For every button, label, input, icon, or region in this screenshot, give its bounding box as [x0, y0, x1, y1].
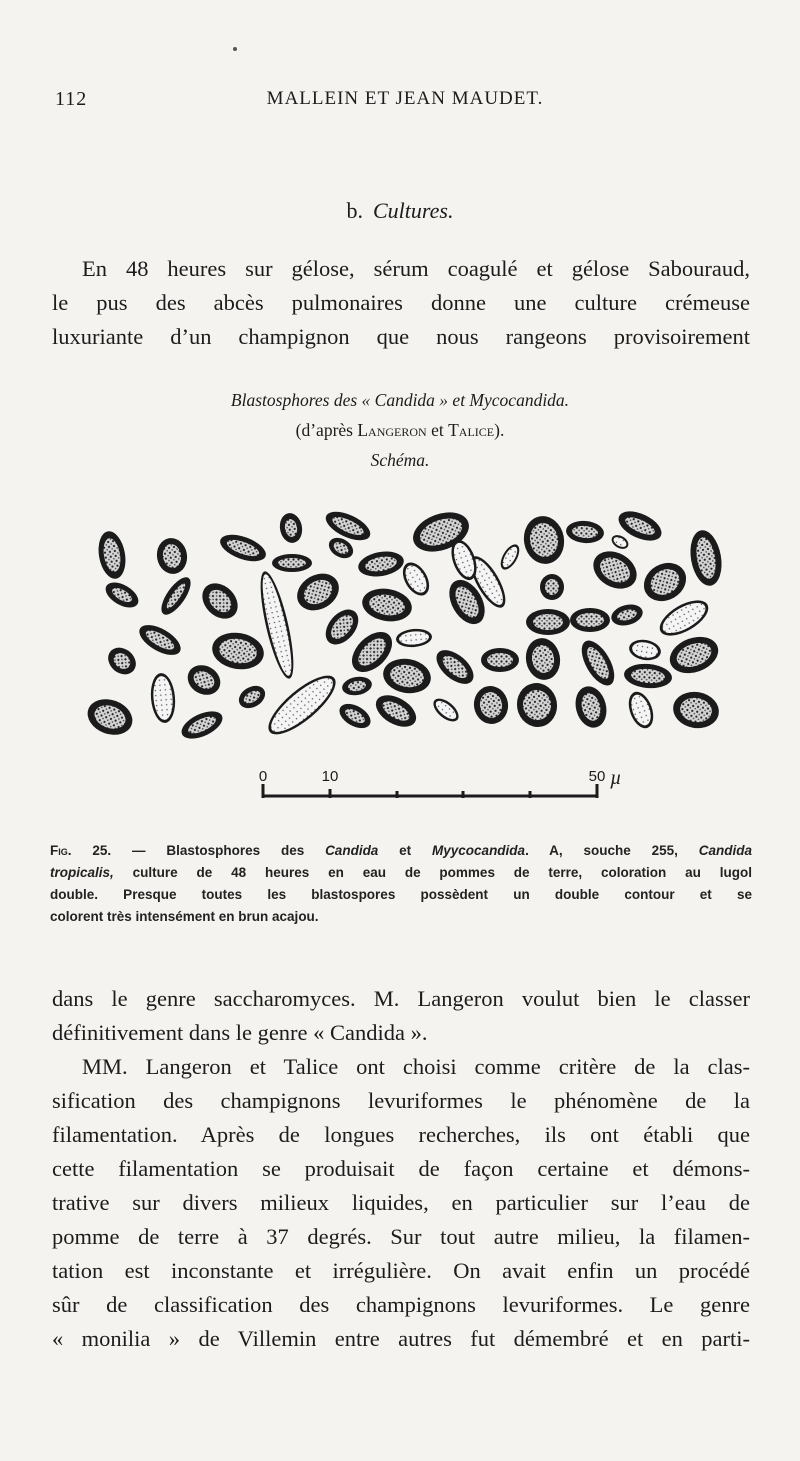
caption-italic: Candida: [325, 843, 379, 858]
text-line: dans le genre saccharomyces. M. Langeron voulut bien le classer: [52, 986, 750, 1011]
cell: [135, 619, 186, 661]
cell: [209, 629, 266, 673]
cell: [335, 699, 374, 733]
cell: [520, 513, 568, 567]
figure-heading-title: Blastosphores des « Candida » et Mycocandida.: [230, 390, 570, 410]
scale-label-0: 0: [258, 768, 268, 785]
text-line: « monilia » de Villemin entre autres fut démembré et en parti-: [52, 1326, 750, 1351]
ink-speck: [233, 47, 237, 51]
text-line: tation est inconstante et irrégulière. On avait enfin un procédé: [52, 1258, 750, 1283]
section-heading: [0, 198, 800, 224]
text-line: cette filamentation se produisait de façon certaine et démons-: [52, 1156, 750, 1181]
cell: [101, 577, 142, 612]
cell: [235, 681, 269, 712]
intro-paragraph: [52, 252, 750, 354]
running-title: MALLEIN ET JEAN MAUDET.: [266, 88, 544, 109]
caption-text: Blastosphores des: [166, 843, 326, 858]
text-line: le pus des abcès pulmonaires donne une culture crémeuse: [52, 290, 750, 315]
cell: [540, 574, 564, 600]
cell: [481, 648, 519, 672]
cell: [103, 642, 141, 680]
cell: [430, 644, 479, 691]
cell: [156, 573, 196, 619]
cell: [624, 688, 658, 731]
credit-author: Langeron: [357, 420, 427, 440]
cell: [686, 528, 725, 588]
figure-heading: [0, 385, 800, 475]
text-line: sûr de classification des champignons levuriformes. Le genre: [52, 1292, 750, 1317]
cell: [471, 683, 511, 726]
figure-heading-credit: [0, 415, 800, 445]
cell: [254, 569, 300, 681]
caption-line: colorent très intensément en brun acajou.: [50, 909, 319, 924]
cell: [497, 541, 523, 572]
text-line: En 48 heures sur gélose, sérum coagulé et gélose Sabouraud,: [82, 256, 750, 281]
cell: [182, 659, 225, 700]
caption-italic: tropicalis,: [50, 865, 114, 880]
credit-joiner: et: [426, 420, 449, 440]
credit-suffix: ).: [494, 420, 505, 440]
cell: [523, 635, 564, 682]
scale-bar: [259, 767, 622, 798]
cell: [177, 706, 226, 745]
caption-italic: Myycocandida: [432, 843, 526, 858]
dark-cells: [83, 505, 726, 744]
cell: [217, 529, 270, 566]
cell: [370, 689, 421, 734]
blastospore-schema-figure: [80, 500, 740, 820]
body-paragraph: [52, 982, 750, 1356]
cell: [397, 558, 434, 600]
cell: [609, 532, 631, 551]
cell: [290, 566, 345, 617]
cell: [154, 536, 190, 577]
cell: [272, 554, 312, 572]
cell: [623, 662, 673, 690]
cell: [319, 603, 365, 650]
cell: [628, 637, 663, 662]
credit-prefix: (d’après: [295, 420, 358, 440]
scale-unit: µ: [610, 767, 622, 789]
figure-caption: [50, 840, 752, 928]
cell: [526, 609, 570, 635]
cell: [341, 675, 374, 698]
cell: [356, 548, 405, 580]
cell: [571, 683, 611, 731]
cell: [322, 506, 375, 546]
caption-dash: —: [111, 843, 167, 858]
cell: [195, 576, 244, 625]
cell: [278, 511, 305, 544]
figure-heading-subtitle: Schéma.: [370, 450, 430, 470]
text-line: sification des champignons levuriformes le phénomène de la: [52, 1088, 750, 1113]
caption-text: et: [378, 843, 433, 858]
credit-author: Talice: [448, 420, 495, 440]
cell: [637, 555, 693, 608]
section-title: Cultures.: [373, 198, 454, 223]
running-head: [55, 88, 755, 118]
text-line: MM. Langeron et Talice ont choisi comme critère de la clas-: [82, 1054, 750, 1079]
caption-line: [50, 862, 752, 884]
text-line: filamentation. Après de longues recherches, ils ont établi que: [52, 1122, 750, 1147]
cell: [575, 635, 621, 690]
caption-italic: Candida: [698, 843, 752, 858]
cell: [570, 608, 610, 632]
cell: [95, 529, 129, 581]
page-number: 112: [55, 88, 88, 110]
cell: [149, 672, 177, 724]
cell: [565, 519, 605, 544]
text-line: définitivement dans le genre « Candida ».: [52, 1020, 428, 1045]
caption-line: double. Presque toutes les blastospores possèdent un double contour et se: [50, 887, 752, 902]
cell: [587, 544, 644, 596]
cell: [260, 667, 344, 744]
text-line: pomme de terre à 37 degrés. Sur tout autre milieu, la filamen-: [52, 1224, 750, 1249]
text-line: luxuriante d’un champignon que nous rangeons provisoirement: [52, 324, 750, 349]
scale-label-50: 50: [588, 768, 606, 785]
caption-text: culture de 48 heures en eau de pommes de terre, coloration au lugol: [113, 865, 752, 880]
caption-fig-label: Fig. 25.: [50, 843, 112, 858]
cell: [609, 601, 645, 629]
cell: [665, 630, 724, 679]
cell: [395, 627, 432, 648]
cell: [83, 693, 138, 741]
caption-line: [50, 840, 752, 862]
text-line: trative sur divers milieux liquides, en particulier sur l’eau de: [52, 1190, 750, 1215]
cell: [360, 585, 415, 625]
cell: [380, 655, 433, 697]
caption-text: . A, souche 255,: [525, 843, 699, 858]
cell: [429, 694, 462, 726]
cell: [513, 680, 560, 730]
scale-label-10: 10: [321, 768, 339, 785]
cell: [670, 688, 722, 731]
section-letter: b.: [346, 198, 363, 223]
